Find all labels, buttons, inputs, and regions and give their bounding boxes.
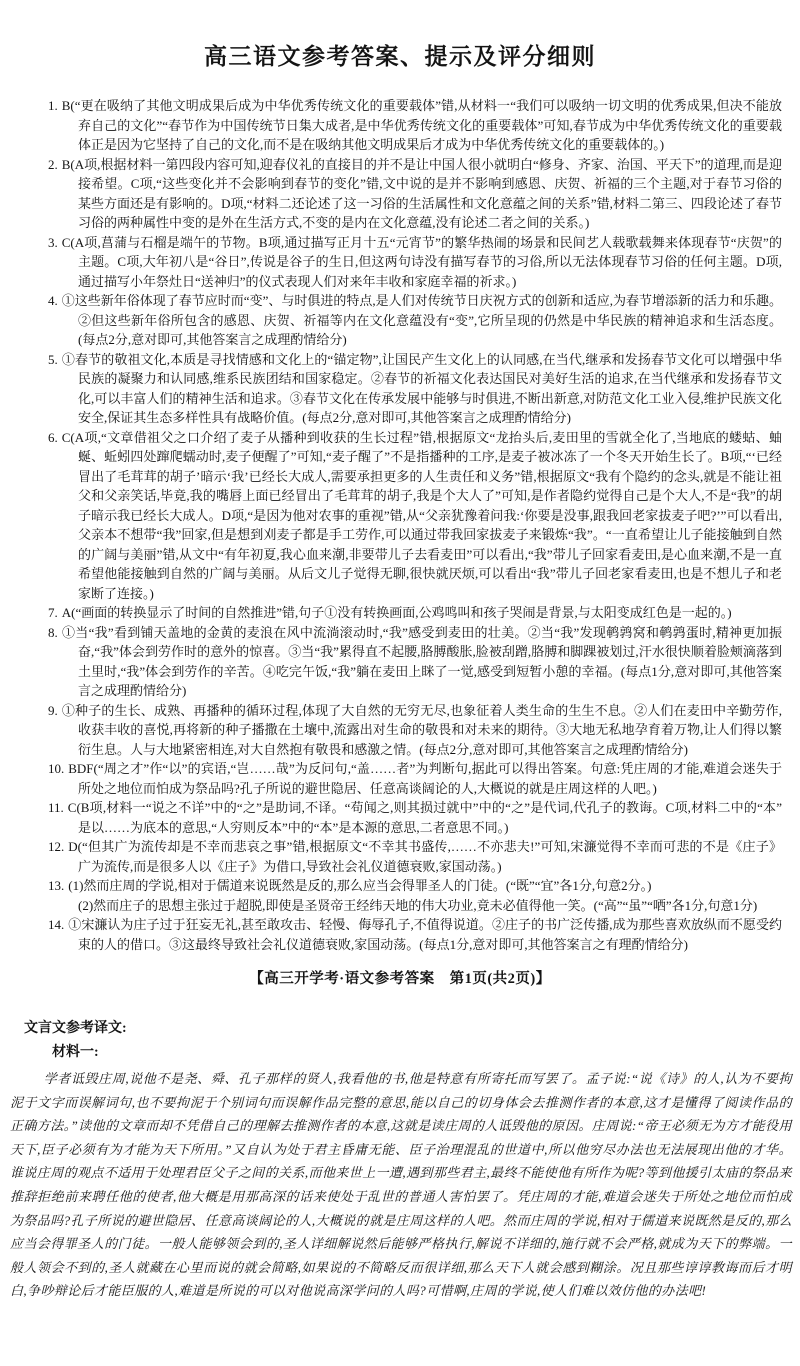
answer-text: C(A项,菖蒲与石榴是端午的节物。B项,通过描写正月十五“元宵节”的繁华热闹的场景和民间艺人载歌载舞来体现春节“庆贺”的主题。C项,大年初八是“谷日”,传说是谷子的生日,但这两句诗没有描写春节的习俗,所以无法体现春节习俗的任何主题。D项,通过描写小年祭灶日“送神归”的仪式表现人们对来年丰收和家庭幸福的祈求。) [61, 234, 782, 289]
answer-number: 11. [48, 800, 64, 815]
translation-section [0, 1018, 800, 1303]
answer-text: (1)然而庄周的学说,相对于儒道来说既然是反的,那么应当会得罪圣人的门徒。(“既”“宜”各1分,句意2分。) [68, 878, 652, 893]
answer-number: 8. [48, 624, 58, 640]
answer-item-12 [48, 837, 782, 876]
page-footer: 【高三开学考·语文参考答案 第1页(共2页)】 [249, 971, 551, 987]
answer-text: A(“画面的转换显示了时间的自然推进”错,句子①没有转换画面,公鸡鸣叫和孩子哭闹是背景,与太阳变成红色是一起的。) [61, 605, 732, 620]
answer-item-4 [48, 291, 782, 350]
answer-number: 3. [48, 234, 58, 250]
answer-item-1 [48, 96, 782, 155]
answer-text: (2)然而庄子的思想主张过于超脱,即使是圣贤帝王经纬天地的伟大功业,竟未必值得他一笑。(“高”“虽”“哂”各1分,句意1分) [78, 897, 758, 913]
answer-number: 14. [48, 917, 65, 932]
answer-text: ①当“我”看到铺天盖地的金黄的麦浪在风中流淌滚动时,“我”感受到麦田的壮美。②当“我”发现鹌鹑窝和鹌鹑蛋时,精神更加振奋,“我”体会到劳作时的意外的惊喜。③当“我”累得直不起腰,胳膊酸胀,脸被刮蹭,胳膊和脚踝被划过,汗水很快顺着脸颊滴落到土里时,“我”体会到劳作的辛苦。④吃完午饭,“我”躺在麦田上眯了一觉,感受到短暂小憩的幸福。(每点1分,意对即可,其他答案言之成理酌情给分) [61, 624, 782, 698]
page-title: 高三语文参考答案、提示及评分细则 [204, 43, 596, 69]
answer-text: C(B项,材料一“说之不详”中的“之”是助词,不译。“苟闻之,则其损过就中”中的“之”是代词,代孔子的教诲。C项,材料二中的“本”是以……为底本的意思,“人穷则反本”中的“本”是本源的意思,二者意思不同。) [67, 800, 782, 835]
answer-number: 13. [48, 878, 65, 893]
answer-list [0, 96, 800, 954]
answer-number: 4. [48, 293, 58, 308]
answer-text: D(“但其广为流传却是不幸而悲哀之事”错,根据原文“不幸其书盛传,……不亦悲夫!”可知,宋濂觉得不幸而可悲的不是《庄子》广为流传,而是很多人以《庄子》为借口,导致社会礼仪道德衰败,家国动荡。) [68, 839, 782, 874]
answer-item-7 [48, 603, 782, 623]
answer-number: 9. [48, 702, 58, 718]
answer-item-13 [48, 876, 782, 896]
answer-number: 10. [48, 761, 65, 776]
answer-text: ①春节的敬祖文化,本质是寻找情感和文化上的“锚定物”,让国民产生文化上的认同感,在当代,继承和发扬春节文化可以增强中华民族的凝聚力和认同感,维系民族团结和国家稳定。②春节的祈福文化表达国民对美好生活的追求,在当代继承和发扬春节文化,可以丰富人们的精神生活和追求。③春节文化在传承发展中能够与时俱进,不断出新意,对防范文化工业入侵,维护民族文化安全,保证其生态多样性具有战略价值。(每点2分,意对即可,其他答案言之成理酌情给分) [61, 351, 782, 425]
answer-item-3 [48, 233, 782, 292]
answer-item-8 [48, 623, 782, 701]
answer-text: B(A项,根据材料一第四段内容可知,迎春仪礼的直接目的并不是让中国人很小就明白“修身、齐家、治国、平天下”的道理,而是迎接希望。C项,“这些变化并不会影响到春节的变化”错,文中说的是并不影响到感恩、庆贺、祈福的三个主题,对于春节习俗的某些方面还是有影响的。D项,“材料二还论述了这一习俗的生活属性和文化意蕴之间的关系”错,材料二第三、四段论述了春节习俗的两种属性中变的是外在生活方式,不变的是内在文化意蕴,没有论述二者之间的关系。) [61, 156, 782, 230]
answer-text: BDF(“周之才”作“以”的宾语,“岂……哉”为反问句,“盖……者”为判断句,据此可以得出答案。句意:凭庄周的才能,难道会迷失于所处之地位而怕成为祭品吗?孔子所说的避世隐居、任意高谈阔论的人,大概说的就是庄周这样的人吧。) [68, 761, 782, 796]
answer-number: 1. [48, 98, 58, 113]
answer-item-2 [48, 155, 782, 233]
answer-number: 7. [48, 605, 58, 620]
answer-text: ①这些新年俗体现了春节应时而“变”、与时俱进的特点,是人们对传统节日庆祝方式的创新和适应,为春节增添新的活力和乐趣。②但这些新年俗所包含的感恩、庆贺、祈福等内在文化意蕴没有“变”,它所呈现的仍然是中华民族的精神追求和生活态度。(每点2分,意对即可,其他答案言之成理酌情给分) [61, 293, 782, 347]
answer-item-11 [48, 798, 782, 837]
translation-paragraph: 学者诋毁庄周,说他不是尧、舜、孔子那样的贤人,我看他的书,他是特意有所寄托而写罢了。孟子说:“说《诗》的人,认为不要拘泥于文字而误解词句,也不要拘泥于个别词句而误解作品完整的意思,能以自己的切身体会去推测作者的本意,这才是懂得了阅读作品的正确方法。”读他的文章而却不凭借自己的理解去推测作者的本意,这就是读庄周的人诋毁他的原因。庄周说:“帝王必须无为方才能役用天下,臣子必须有为才能为天下所用。”又自认为处于君主昏庸无能、臣子治理混乱的世道中,所以他穷尽办法也无法展现出他的才华。谁说庄周的观点不适用于处理君臣父子之间的关系,而他来世上一遭,遇到那些君主,最终不能使他有所作为呢?等到他援引太庙的祭品来推辞拒绝前来聘任他的使者,他大概是用那高深的话来使处于乱世的普通人害怕罢了。凭庄周的才能,难道会迷失于所处之地位而怕成为祭品吗?孔子所说的避世隐居、任意高谈阔论的人,大概说的就是庄周这样的人吧。然而庄周的学说,相对于儒道来说既然是反的,那么应当会得罪圣人的门徒。一般人能够领会到的,圣人详细解说然后能够严格执行,解说不详细的,施行就不会严格,就成为天下的弊端。一般人领会不到的,圣人就藏在心里而说的就会简略,如果说的不简略反而很详细,那么天下人就会感到糊涂。况且那些谆谆教诲而后才明白,争吵辩论后才能臣服的人,难道是所说的可以对他说高深学问的人吗?可惜啊,庄周的学说,使人们难以效仿他的办法吧! [10, 1071, 792, 1299]
answer-item-5 [48, 350, 782, 428]
answer-item-9 [48, 701, 782, 760]
material-one-label: 材料一: [52, 1045, 99, 1060]
answer-text: ①种子的生长、成熟、再播种的循环过程,体现了大自然的无穷无尽,也象征着人类生命的生生不息。②人们在麦田中辛勤劳作,收获丰收的喜悦,再将新的种子播撒在土壤中,流露出对生命的敬畏和对未来的期待。③大地无私地孕育着万物,让人们得以繁衍生息。人与大地紧密相连,对大自然抱有敬畏和感激之情。(每点2分,意对即可,其他答案言之成理酌情给分) [61, 702, 782, 757]
answer-text: B(“更在吸纳了其他文明成果后成为中华优秀传统文化的重要载体”错,从材料一“我们可以吸纳一切文明的优秀成果,但决不能放弃自己的文化”“春节作为中国传统节日集大成者,是中华优秀传统文化的重要载体”可知,春节成为中华优秀传统文化的重要载体正是因为它坚持了自己的文化,而不是在吸纳其他文明成果后才成为中华优秀传统文化的重要载体的。) [61, 98, 782, 152]
answer-number: 6. [48, 429, 58, 445]
answer-item-10 [48, 759, 782, 798]
answer-item-14 [48, 915, 782, 954]
answer-item-6 [48, 428, 782, 604]
answer-number: 2. [48, 156, 58, 172]
translation-heading: 文言文参考译文: [24, 1021, 127, 1036]
answer-number: 12. [48, 839, 65, 854]
answer-text: C(A项,“文章借祖父之口介绍了麦子从播种到收获的生长过程”错,根据原文“龙抬头后,麦田里的雪就全化了,当地底的蝼蛄、蚰蜒、蚯蚓四处蹿爬蠕动时,麦子便醒了”可知,“麦子醒了”不是指播种的工序,是麦子被冰冻了一个冬天开始生长了。B项,“‘已经冒出了毛茸茸的胡子’暗示‘我’已经长大成人,需要承担更多的人生责任和义务”错,根据原文“我有个隐约的念头,就是不能让祖父和父亲笑话,毕竟,我的嘴唇上面已经冒出了毛茸茸的胡子,我是个大人了”可知,是作者隐约觉得自己是个大人,不是“我”的胡子暗示我已经长大成人。D项,“是因为他对农事的重视”错,从“父亲犹豫着问我:‘你要是没事,跟我回老家拔麦子吧?’”可以看出,父亲本不想带“我”回家,但是想到刈麦子都是手工劳作,可以通过带我回家拔麦子来锻炼“我”。“一直希望让儿子能接触到自然的广阔与美丽”错,从文中“有年初夏,我心血来潮,非要带儿子去看麦田”可以看出,“我”带儿子回家看麦田,是心血来潮,不是一直希望他能接触到自然的广阔与美丽。从后文儿子觉得无聊,很快就厌烦,可以看出“我”带儿子回老家看麦田,也是不想儿子和老家断了连接。) [61, 429, 782, 601]
answer-number: 5. [48, 351, 58, 367]
answer-text: ①宋濂认为庄子过于狂妄无礼,甚至敢攻击、轻慢、侮辱孔子,不值得说道。②庄子的书广泛传播,成为那些喜欢放纵而不愿受约束的人的借口。③这最终导致社会礼仪道德衰败,家国动荡。(每点1分,意对即可,其他答案言之有理酌情给分) [68, 917, 782, 952]
answer-item-13-part2 [48, 896, 782, 916]
